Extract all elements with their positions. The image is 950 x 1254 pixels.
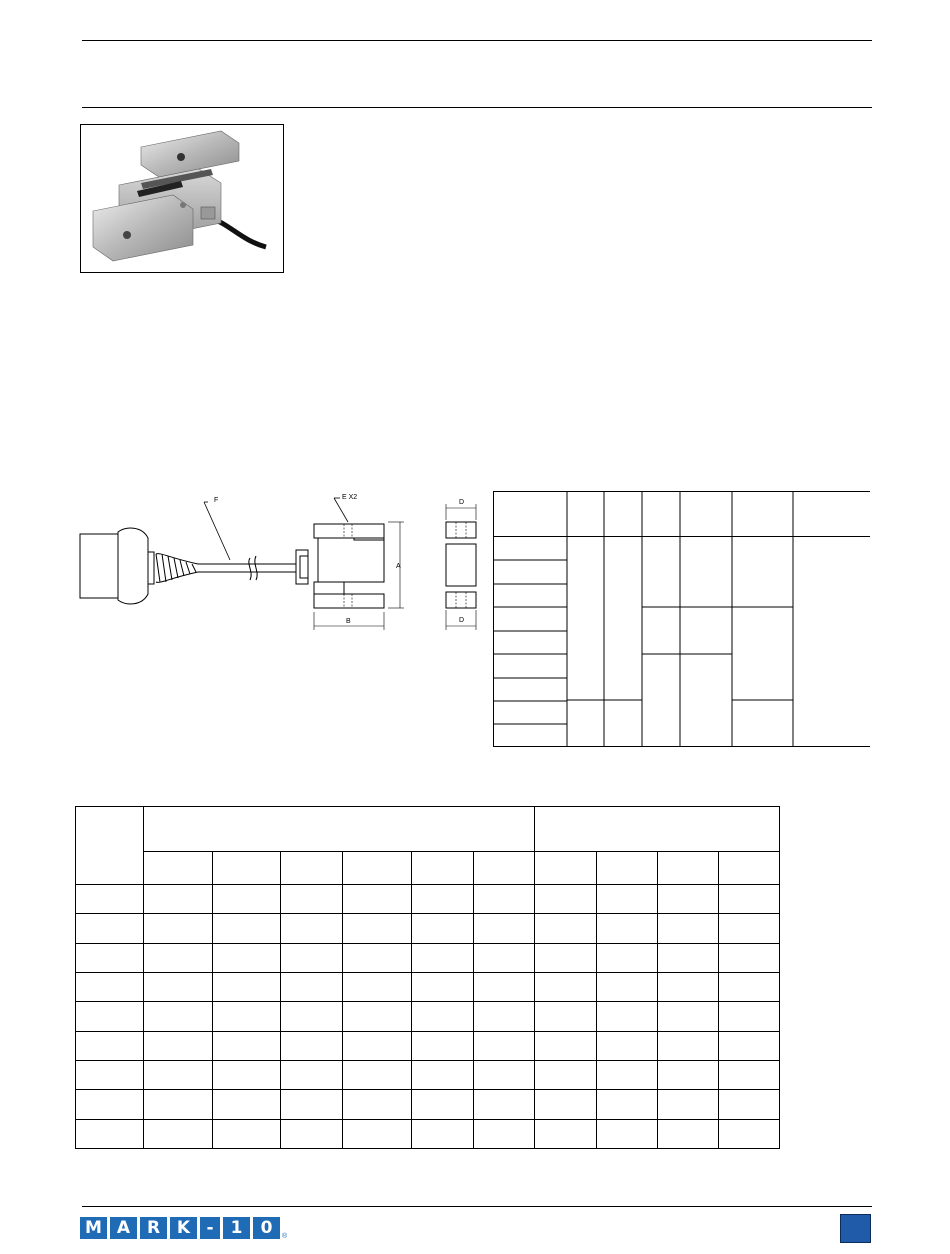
dimension-spec-table	[493, 491, 870, 747]
table-cell	[144, 972, 212, 1001]
table-subheader-cell	[212, 851, 280, 884]
table-cell	[719, 943, 780, 972]
page-number-badge	[840, 1214, 871, 1243]
table-cell	[412, 1119, 473, 1148]
table-cell	[281, 943, 342, 972]
table-cell	[412, 1031, 473, 1060]
table-cell	[473, 1002, 534, 1031]
table-cell	[535, 1031, 596, 1060]
table-cell	[76, 972, 144, 1001]
table-cell	[281, 914, 342, 943]
table-cell	[535, 914, 596, 943]
table-subheader-cell	[144, 851, 212, 884]
depth-label-bottom: D	[459, 617, 465, 624]
table-cell	[719, 1119, 780, 1148]
table-cell	[596, 943, 657, 972]
table-cell	[212, 884, 280, 913]
table-cell	[473, 1031, 534, 1060]
table-cell	[719, 884, 780, 913]
table-cell	[281, 1060, 342, 1089]
table-cell	[281, 884, 342, 913]
table-cell	[281, 1119, 342, 1148]
table-subheader-cell	[535, 851, 596, 884]
registered-mark: ®	[282, 1233, 288, 1240]
mark-10-logo	[80, 1216, 287, 1240]
table-cell	[281, 1090, 342, 1119]
product-photo	[80, 124, 284, 273]
table-cell	[212, 1002, 280, 1031]
table-row	[76, 1002, 780, 1031]
table-cell	[535, 972, 596, 1001]
table-cell	[412, 972, 473, 1001]
table-cell	[412, 1090, 473, 1119]
table-cell	[535, 943, 596, 972]
table-cell	[281, 972, 342, 1001]
table-cell	[535, 1002, 596, 1031]
table-cell	[144, 1002, 212, 1031]
table-cell	[473, 1119, 534, 1148]
table-header-group	[535, 807, 780, 852]
s-beam-load-cell-image	[81, 125, 283, 272]
logo-letter: 1	[223, 1217, 250, 1239]
logo-letter: -	[200, 1217, 220, 1239]
table-cell	[658, 1031, 719, 1060]
table-header-cell	[76, 807, 144, 885]
table-header-row	[76, 807, 780, 852]
table-subheader-cell	[658, 851, 719, 884]
table-cell	[412, 1060, 473, 1089]
table-cell	[76, 1090, 144, 1119]
table-cell	[658, 943, 719, 972]
table-cell	[596, 1119, 657, 1148]
logo-letter: M	[80, 1217, 107, 1239]
logo-letter: A	[110, 1217, 137, 1239]
table-row	[76, 1031, 780, 1060]
table-cell	[144, 943, 212, 972]
table-cell	[212, 1031, 280, 1060]
table-subheader-cell	[281, 851, 342, 884]
table-cell	[658, 884, 719, 913]
table-cell	[144, 1031, 212, 1060]
table-cell	[658, 1090, 719, 1119]
table-cell	[719, 914, 780, 943]
table-cell	[535, 1060, 596, 1089]
table-cell	[144, 884, 212, 913]
table-cell	[212, 1060, 280, 1089]
table-cell	[144, 914, 212, 943]
table-row	[76, 972, 780, 1001]
table-cell	[342, 1031, 411, 1060]
table-row	[76, 1060, 780, 1089]
table-row	[76, 914, 780, 943]
table-cell	[76, 943, 144, 972]
table-cell	[596, 972, 657, 1001]
table-cell	[412, 914, 473, 943]
table-cell	[658, 1002, 719, 1031]
logo-letter: K	[170, 1217, 197, 1239]
table-cell	[342, 884, 411, 913]
table-row	[76, 1119, 780, 1148]
table-subheader-cell	[596, 851, 657, 884]
table-cell	[473, 914, 534, 943]
table-cell	[144, 1119, 212, 1148]
table-cell	[473, 1060, 534, 1089]
table-row	[76, 943, 780, 972]
table-cell	[212, 972, 280, 1001]
table-cell	[76, 884, 144, 913]
table-row	[76, 884, 780, 913]
dimension-drawing	[78, 488, 488, 638]
table-cell	[719, 1090, 780, 1119]
table-subheader-row	[76, 851, 780, 884]
table-cell	[412, 1002, 473, 1031]
table-cell	[473, 943, 534, 972]
table-cell	[212, 943, 280, 972]
table-cell	[658, 914, 719, 943]
table-cell	[596, 1002, 657, 1031]
table-cell	[281, 1031, 342, 1060]
table-cell	[596, 1031, 657, 1060]
table-cell	[342, 943, 411, 972]
table-cell	[212, 1119, 280, 1148]
header-rule-bottom	[82, 107, 872, 108]
table-cell	[76, 914, 144, 943]
table-header-group	[144, 807, 535, 852]
table-cell	[658, 1119, 719, 1148]
thread-label: E X2	[342, 494, 358, 501]
width-label: B	[346, 618, 351, 625]
spec-table-grid	[493, 491, 870, 747]
table-cell	[658, 1060, 719, 1089]
table-cell	[212, 914, 280, 943]
table-cell	[342, 1002, 411, 1031]
table-cell	[76, 1002, 144, 1031]
header-rule-top	[82, 40, 872, 41]
table-row	[76, 1090, 780, 1119]
table-subheader-cell	[473, 851, 534, 884]
logo-letter: 0	[253, 1217, 280, 1239]
table-cell	[719, 1060, 780, 1089]
specification-grid-table	[75, 806, 780, 1149]
table-cell	[719, 1002, 780, 1031]
table-cell	[473, 884, 534, 913]
table-cell	[535, 884, 596, 913]
table-cell	[596, 1060, 657, 1089]
table-cell	[412, 884, 473, 913]
table-cell	[76, 1060, 144, 1089]
table-cell	[342, 1090, 411, 1119]
table-cell	[535, 1090, 596, 1119]
table-cell	[719, 972, 780, 1001]
table-cell	[658, 972, 719, 1001]
table-subheader-cell	[412, 851, 473, 884]
table-cell	[342, 1119, 411, 1148]
height-label: A	[396, 563, 401, 570]
table-cell	[281, 1002, 342, 1031]
table-cell	[144, 1090, 212, 1119]
table-cell	[76, 1119, 144, 1148]
table-cell	[342, 1060, 411, 1089]
cable-label: F	[214, 497, 219, 504]
table-cell	[212, 1090, 280, 1119]
table-cell	[144, 1060, 212, 1089]
footer-rule	[82, 1206, 872, 1207]
table-cell	[473, 972, 534, 1001]
table-cell	[473, 1090, 534, 1119]
table-cell	[596, 884, 657, 913]
logo-letter: R	[140, 1217, 167, 1239]
table-cell	[412, 943, 473, 972]
depth-label-top: D	[459, 499, 465, 506]
table-subheader-cell	[342, 851, 411, 884]
table-cell	[342, 914, 411, 943]
table-cell	[535, 1119, 596, 1148]
table-subheader-cell	[719, 851, 780, 884]
table-cell	[719, 1031, 780, 1060]
table-cell	[596, 914, 657, 943]
grid-table	[75, 806, 780, 1149]
table-cell	[342, 972, 411, 1001]
table-cell	[596, 1090, 657, 1119]
table-cell	[76, 1031, 144, 1060]
